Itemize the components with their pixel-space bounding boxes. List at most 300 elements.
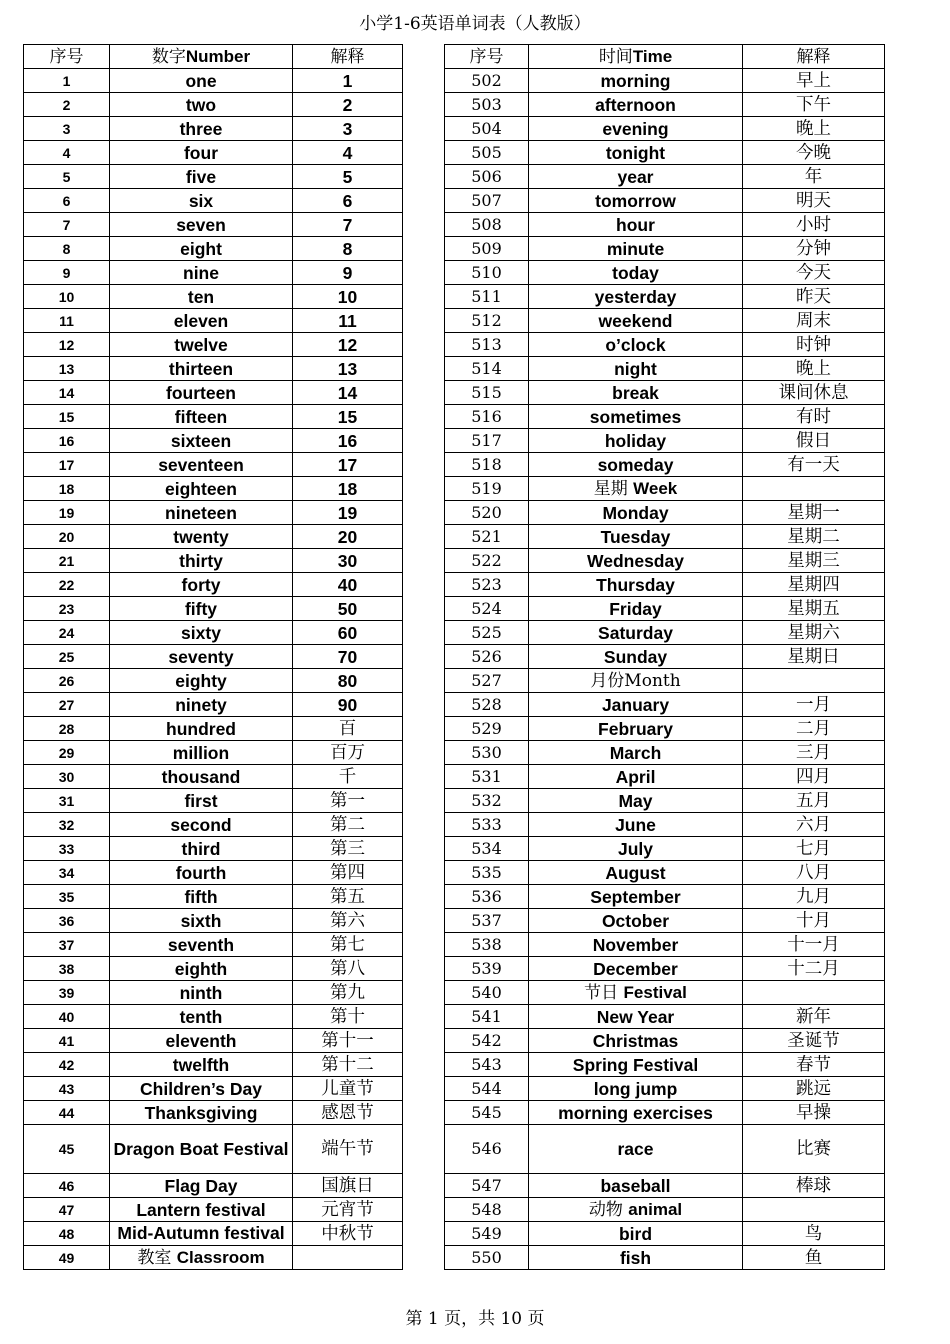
table-row (445, 405, 885, 429)
row-meaning: 比赛 (743, 1125, 885, 1174)
table-row (445, 1125, 885, 1174)
row-word: Lantern festival (110, 1198, 293, 1222)
row-number: 21 (24, 549, 110, 573)
row-number: 10 (24, 285, 110, 309)
table-row (445, 381, 885, 405)
table-row (24, 333, 403, 357)
table-row (24, 885, 403, 909)
row-word: o’clock (529, 333, 743, 357)
row-word: morning exercises (529, 1101, 743, 1125)
row-meaning: 今天 (743, 261, 885, 285)
row-word: ninety (110, 693, 293, 717)
row-meaning: 春节 (743, 1053, 885, 1077)
row-word: forty (110, 573, 293, 597)
table-row (24, 573, 403, 597)
table-row (445, 117, 885, 141)
table-row (24, 621, 403, 645)
table-row (445, 909, 885, 933)
table-row (24, 405, 403, 429)
row-number: 4 (24, 141, 110, 165)
table-row (445, 1005, 885, 1029)
table-row (445, 933, 885, 957)
row-number: 17 (24, 453, 110, 477)
row-number: 28 (24, 717, 110, 741)
row-meaning: 2 (293, 93, 403, 117)
table-row (445, 981, 885, 1005)
row-meaning: 第七 (293, 933, 403, 957)
table-row (24, 261, 403, 285)
row-word: Mid-Autumn festival (110, 1222, 293, 1246)
row-word: Thursday (529, 573, 743, 597)
table-row (24, 213, 403, 237)
row-word: thousand (110, 765, 293, 789)
row-number: 509 (445, 237, 529, 261)
row-word: afternoon (529, 93, 743, 117)
row-word: three (110, 117, 293, 141)
row-number: 535 (445, 861, 529, 885)
table-row (24, 165, 403, 189)
row-meaning: 17 (293, 453, 403, 477)
table-row (445, 429, 885, 453)
row-number: 528 (445, 693, 529, 717)
row-number: 517 (445, 429, 529, 453)
row-meaning: 30 (293, 549, 403, 573)
row-meaning: 13 (293, 357, 403, 381)
row-number: 520 (445, 501, 529, 525)
row-number: 46 (24, 1174, 110, 1198)
row-meaning: 7 (293, 213, 403, 237)
section-title-cn: 动物 (588, 1199, 623, 1220)
row-meaning: 鸟 (743, 1222, 885, 1246)
table-row (445, 1029, 885, 1053)
table-row (24, 117, 403, 141)
row-meaning: 小时 (743, 213, 885, 237)
row-meaning: 15 (293, 405, 403, 429)
row-meaning: 千 (293, 765, 403, 789)
table-row (445, 813, 885, 837)
table-row (24, 1053, 403, 1077)
row-number: 38 (24, 957, 110, 981)
row-word: six (110, 189, 293, 213)
row-word: second (110, 813, 293, 837)
table-row (24, 357, 403, 381)
row-word: Flag Day (110, 1174, 293, 1198)
row-word: October (529, 909, 743, 933)
row-meaning: 第八 (293, 957, 403, 981)
row-number: 31 (24, 789, 110, 813)
row-meaning: 星期三 (743, 549, 885, 573)
row-meaning: 1 (293, 69, 403, 93)
row-section-title (529, 477, 743, 501)
row-meaning (293, 1246, 403, 1270)
row-word: nine (110, 261, 293, 285)
row-number: 37 (24, 933, 110, 957)
table-row (445, 141, 885, 165)
row-word: Sunday (529, 645, 743, 669)
row-number: 32 (24, 813, 110, 837)
row-meaning: 明天 (743, 189, 885, 213)
table-row (445, 621, 885, 645)
row-meaning: 4 (293, 141, 403, 165)
row-word: February (529, 717, 743, 741)
row-word: March (529, 741, 743, 765)
row-word: New Year (529, 1005, 743, 1029)
row-word: night (529, 357, 743, 381)
row-meaning: 四月 (743, 765, 885, 789)
row-meaning: 国旗日 (293, 1174, 403, 1198)
row-number: 511 (445, 285, 529, 309)
row-word: fifth (110, 885, 293, 909)
table-row (445, 1246, 885, 1270)
row-number: 518 (445, 453, 529, 477)
row-meaning: 40 (293, 573, 403, 597)
row-word: today (529, 261, 743, 285)
header-no: 序号 (445, 45, 529, 69)
table-row (24, 1222, 403, 1246)
header-word-cn: 数字 (151, 46, 186, 67)
row-number: 503 (445, 93, 529, 117)
row-number: 25 (24, 645, 110, 669)
row-meaning (743, 669, 885, 693)
table-row (24, 933, 403, 957)
row-word: million (110, 741, 293, 765)
table-row (24, 1246, 403, 1270)
left-vocab-table (23, 44, 403, 1270)
table-row (24, 765, 403, 789)
table-row (24, 789, 403, 813)
row-number: 45 (24, 1125, 110, 1174)
table-row (445, 525, 885, 549)
row-word: seventh (110, 933, 293, 957)
table-row (445, 69, 885, 93)
row-meaning: 感恩节 (293, 1101, 403, 1125)
table-row (445, 1222, 885, 1246)
row-word: January (529, 693, 743, 717)
table-row (445, 477, 885, 501)
row-word: thirty (110, 549, 293, 573)
table-row (24, 285, 403, 309)
table-row (24, 1125, 403, 1174)
row-number: 515 (445, 381, 529, 405)
row-section-title (529, 1198, 743, 1222)
row-number: 512 (445, 309, 529, 333)
row-meaning (743, 981, 885, 1005)
table-row (24, 141, 403, 165)
section-title-en: animal (628, 1199, 683, 1219)
row-word: eleven (110, 309, 293, 333)
row-number: 529 (445, 717, 529, 741)
row-meaning: 18 (293, 477, 403, 501)
row-word: ninth (110, 981, 293, 1005)
row-number: 15 (24, 405, 110, 429)
row-meaning: 19 (293, 501, 403, 525)
row-meaning: 课间休息 (743, 381, 885, 405)
header-word (529, 45, 743, 69)
table-row (445, 333, 885, 357)
row-word: first (110, 789, 293, 813)
row-number: 24 (24, 621, 110, 645)
table-row (445, 765, 885, 789)
row-word: Dragon Boat Festival (110, 1125, 293, 1174)
row-meaning: 晚上 (743, 117, 885, 141)
row-word: race (529, 1125, 743, 1174)
row-meaning: 昨天 (743, 285, 885, 309)
row-number: 36 (24, 909, 110, 933)
row-number: 8 (24, 237, 110, 261)
row-meaning: 星期五 (743, 597, 885, 621)
row-number: 30 (24, 765, 110, 789)
table-header-row (445, 45, 885, 69)
row-word: fifty (110, 597, 293, 621)
row-number: 533 (445, 813, 529, 837)
row-meaning: 跳远 (743, 1077, 885, 1101)
row-number: 1 (24, 69, 110, 93)
row-meaning: 鱼 (743, 1246, 885, 1270)
row-meaning: 星期一 (743, 501, 885, 525)
table-row (24, 597, 403, 621)
row-meaning: 周末 (743, 309, 885, 333)
table-row (445, 165, 885, 189)
row-number: 504 (445, 117, 529, 141)
row-meaning: 第十一 (293, 1029, 403, 1053)
row-number: 544 (445, 1077, 529, 1101)
row-number: 35 (24, 885, 110, 909)
row-meaning: 今晚 (743, 141, 885, 165)
row-number: 33 (24, 837, 110, 861)
row-meaning: 有时 (743, 405, 885, 429)
row-section-title (529, 981, 743, 1005)
row-number: 545 (445, 1101, 529, 1125)
table-row (445, 261, 885, 285)
row-meaning: 七月 (743, 837, 885, 861)
row-meaning: 20 (293, 525, 403, 549)
row-meaning: 儿童节 (293, 1077, 403, 1101)
row-word: December (529, 957, 743, 981)
row-word: two (110, 93, 293, 117)
table-row (445, 741, 885, 765)
row-number: 14 (24, 381, 110, 405)
row-number: 516 (445, 405, 529, 429)
row-word: Thanksgiving (110, 1101, 293, 1125)
row-word: fish (529, 1246, 743, 1270)
section-title-en: Classroom (176, 1247, 265, 1267)
row-word: tenth (110, 1005, 293, 1029)
table-row (445, 213, 885, 237)
row-meaning: 3 (293, 117, 403, 141)
row-section-title (110, 1246, 293, 1270)
row-word: long jump (529, 1077, 743, 1101)
table-row (445, 645, 885, 669)
row-section-title: 月份Month (529, 669, 743, 693)
row-number: 547 (445, 1174, 529, 1198)
row-meaning: 年 (743, 165, 885, 189)
row-meaning: 60 (293, 621, 403, 645)
row-word: yesterday (529, 285, 743, 309)
section-title-en: Week (633, 478, 678, 498)
row-meaning: 8 (293, 237, 403, 261)
row-meaning: 星期六 (743, 621, 885, 645)
row-meaning: 端午节 (293, 1125, 403, 1174)
table-row (445, 573, 885, 597)
row-number: 505 (445, 141, 529, 165)
row-word: May (529, 789, 743, 813)
row-number: 41 (24, 1029, 110, 1053)
row-meaning: 圣诞节 (743, 1029, 885, 1053)
row-number: 539 (445, 957, 529, 981)
row-word: Saturday (529, 621, 743, 645)
row-meaning: 新年 (743, 1005, 885, 1029)
row-number: 44 (24, 1101, 110, 1125)
row-meaning: 50 (293, 597, 403, 621)
row-word: September (529, 885, 743, 909)
row-number: 526 (445, 645, 529, 669)
row-number: 48 (24, 1222, 110, 1246)
row-word: evening (529, 117, 743, 141)
row-meaning: 早操 (743, 1101, 885, 1125)
row-word: sixth (110, 909, 293, 933)
row-word: fourteen (110, 381, 293, 405)
table-row (445, 717, 885, 741)
row-word: four (110, 141, 293, 165)
row-number: 530 (445, 741, 529, 765)
row-word: hour (529, 213, 743, 237)
row-number: 524 (445, 597, 529, 621)
page-title: 小学1-6英语单词表（人教版） (359, 14, 591, 34)
row-meaning: 70 (293, 645, 403, 669)
row-meaning: 第一 (293, 789, 403, 813)
table-row (445, 597, 885, 621)
row-meaning: 二月 (743, 717, 885, 741)
table-row (24, 861, 403, 885)
row-word: twelfth (110, 1053, 293, 1077)
row-word: sixteen (110, 429, 293, 453)
table-row (24, 429, 403, 453)
row-number: 22 (24, 573, 110, 597)
row-word: seven (110, 213, 293, 237)
table-row (445, 357, 885, 381)
table-row (24, 645, 403, 669)
row-word: someday (529, 453, 743, 477)
row-word: thirteen (110, 357, 293, 381)
table-row (445, 885, 885, 909)
table-row (24, 477, 403, 501)
section-title-cn: 星期 (593, 478, 628, 499)
table-row (445, 309, 885, 333)
row-word: ten (110, 285, 293, 309)
table-row (24, 957, 403, 981)
row-meaning: 6 (293, 189, 403, 213)
table-row (445, 837, 885, 861)
row-meaning: 第五 (293, 885, 403, 909)
table-row (24, 525, 403, 549)
row-word: third (110, 837, 293, 861)
row-meaning: 分钟 (743, 237, 885, 261)
row-meaning: 百万 (293, 741, 403, 765)
row-meaning: 假日 (743, 429, 885, 453)
row-meaning: 第十 (293, 1005, 403, 1029)
row-word: June (529, 813, 743, 837)
row-word: November (529, 933, 743, 957)
row-number: 27 (24, 693, 110, 717)
table-row (24, 741, 403, 765)
row-word: Monday (529, 501, 743, 525)
row-meaning: 三月 (743, 741, 885, 765)
row-meaning: 六月 (743, 813, 885, 837)
row-number: 3 (24, 117, 110, 141)
row-meaning: 星期日 (743, 645, 885, 669)
table-row (24, 669, 403, 693)
row-number: 507 (445, 189, 529, 213)
row-meaning: 星期二 (743, 525, 885, 549)
row-number: 514 (445, 357, 529, 381)
table-row (24, 69, 403, 93)
row-word: Tuesday (529, 525, 743, 549)
header-word-cn: 时间 (598, 46, 633, 67)
row-number: 537 (445, 909, 529, 933)
row-number: 548 (445, 1198, 529, 1222)
table-row (24, 1198, 403, 1222)
table-row (445, 1077, 885, 1101)
row-number: 519 (445, 477, 529, 501)
row-meaning: 中秋节 (293, 1222, 403, 1246)
table-row (24, 693, 403, 717)
section-title-cn: 节日 (584, 982, 619, 1003)
row-number: 34 (24, 861, 110, 885)
table-row (24, 1029, 403, 1053)
row-meaning: 一月 (743, 693, 885, 717)
row-meaning: 星期四 (743, 573, 885, 597)
row-number: 5 (24, 165, 110, 189)
row-word: April (529, 765, 743, 789)
table-row (445, 1101, 885, 1125)
header-word-en: Number (185, 46, 251, 66)
table-row (445, 189, 885, 213)
table-row (24, 237, 403, 261)
row-word: five (110, 165, 293, 189)
row-meaning: 80 (293, 669, 403, 693)
row-word: eighth (110, 957, 293, 981)
table-row (445, 1053, 885, 1077)
table-row (24, 813, 403, 837)
table-row (445, 669, 885, 693)
row-number: 536 (445, 885, 529, 909)
row-word: eighty (110, 669, 293, 693)
table-row (445, 693, 885, 717)
row-word: baseball (529, 1174, 743, 1198)
row-number: 508 (445, 213, 529, 237)
row-meaning: 元宵节 (293, 1198, 403, 1222)
table-row (24, 549, 403, 573)
table-row (24, 453, 403, 477)
row-meaning: 10 (293, 285, 403, 309)
row-word: twenty (110, 525, 293, 549)
row-number: 546 (445, 1125, 529, 1174)
table-row (24, 837, 403, 861)
row-word: Spring Festival (529, 1053, 743, 1077)
row-number: 521 (445, 525, 529, 549)
row-number: 26 (24, 669, 110, 693)
table-row (24, 1077, 403, 1101)
row-word: Christmas (529, 1029, 743, 1053)
row-meaning: 十二月 (743, 957, 885, 981)
row-word: Children’s Day (110, 1077, 293, 1101)
row-word: morning (529, 69, 743, 93)
table-row (24, 501, 403, 525)
row-word: sixty (110, 621, 293, 645)
row-number: 550 (445, 1246, 529, 1270)
row-meaning: 有一天 (743, 453, 885, 477)
row-number: 510 (445, 261, 529, 285)
